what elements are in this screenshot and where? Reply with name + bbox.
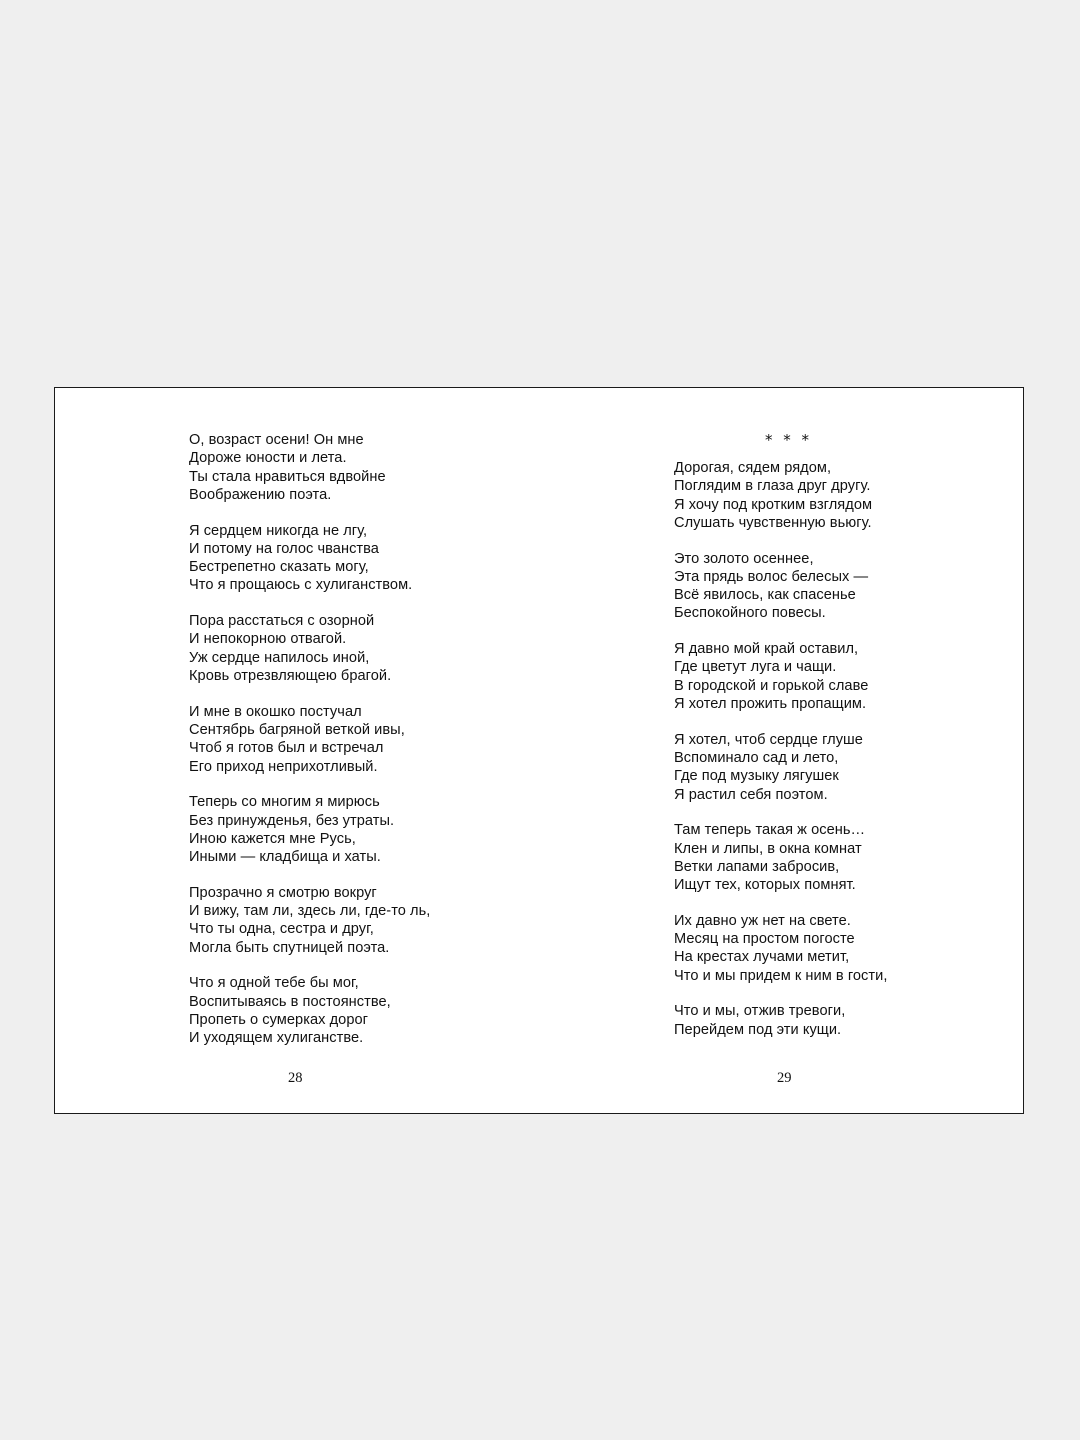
stanza	[674, 821, 887, 894]
verse-line: Их давно уж нет на свете.	[674, 912, 851, 929]
stanza	[674, 459, 887, 532]
verse-line: Дорогая, сядем рядом,	[674, 460, 832, 476]
verse-line: Ищут тех, которых помнят.	[674, 877, 856, 894]
book-spread	[54, 387, 1024, 1114]
verse-line: На крестах лучами метит,	[674, 949, 850, 966]
verse-line: Воспитываясь в постоянстве,	[189, 993, 391, 1010]
poem-left	[189, 431, 430, 1048]
verse-line: Вспоминало сад и лето,	[674, 750, 839, 767]
verse-line: Чтоб я готов был и встречал	[189, 740, 384, 757]
verse-line: Что и мы придем к ним в гости,	[674, 967, 888, 984]
stanza	[189, 884, 430, 957]
verse-line: Иною кажется мне Русь,	[189, 830, 356, 847]
stanza	[189, 793, 430, 866]
verse-line: Уж сердце напилось иной,	[189, 649, 370, 666]
verse-line: Теперь со многим я мирюсь	[189, 794, 380, 811]
verse-line: Что я прощаюсь с хулиганством.	[189, 577, 413, 594]
verse-line: И мне в окошко постучал	[189, 703, 362, 720]
page-number-right: 29	[777, 1070, 792, 1086]
verse-line: Его приход неприхотливый.	[189, 758, 378, 775]
right-page	[540, 388, 1025, 1113]
verse-line: Дороже юности и лета.	[189, 450, 347, 467]
section-separator: * * *	[765, 431, 813, 449]
verse-line: Что я одной тебе бы мог,	[189, 975, 359, 992]
verse-line: Пора расстаться с озорной	[189, 613, 375, 630]
verse-line: Я растил себя поэтом.	[674, 786, 828, 803]
verse-line: Могла быть спутницей поэта.	[189, 939, 390, 956]
verse-line: Поглядим в глаза друг другу.	[674, 478, 871, 495]
verse-line: Воображению поэта.	[189, 486, 332, 503]
verse-line: И уходящем хулиганстве.	[189, 1030, 364, 1047]
verse-line: Месяц на простом погосте	[674, 931, 855, 948]
verse-line: Сентябрь багряной веткой ивы,	[189, 722, 405, 739]
verse-line: И вижу, там ли, здесь ли, где-то ль,	[189, 903, 431, 920]
verse-line: Перейдем под эти кущи.	[674, 1021, 842, 1038]
verse-line: Ветки лапами забросив,	[674, 858, 840, 875]
verse-line: Я сердцем никогда не лгу,	[189, 522, 368, 539]
verse-line: Где под музыку лягушек	[674, 768, 839, 785]
verse-line: Слушать чувственную вьюгу.	[674, 514, 872, 531]
page-number-left: 28	[288, 1070, 303, 1086]
verse-line: Клен и липы, в окна комнат	[674, 840, 862, 857]
verse-line: Я давно мой край оставил,	[674, 641, 859, 658]
verse-line: В городской и горькой славе	[674, 677, 869, 694]
verse-line: Без принужденья, без утраты.	[189, 812, 395, 829]
verse-line: Я хотел, чтоб сердце глуше	[674, 731, 863, 748]
stanza	[674, 1002, 887, 1039]
stanza	[189, 612, 430, 685]
verse-line: Я хочу под кротким взглядом	[674, 496, 873, 513]
stanza	[189, 703, 430, 776]
verse-line: Иными — кладбища и хаты.	[189, 849, 381, 866]
stanza	[674, 550, 887, 623]
verse-line: Это золото осеннее,	[674, 550, 814, 567]
verse-line: Где цветут луга и чащи.	[674, 659, 837, 676]
verse-line: И непокорною отвагой.	[189, 631, 347, 648]
verse-line: Прозрачно я смотрю вокруг	[189, 884, 377, 901]
verse-line: Пропеть о сумерках дорог	[189, 1012, 369, 1029]
stanza	[189, 522, 430, 595]
verse-line: Беспокойного повесы.	[674, 605, 826, 622]
verse-line: И потому на голос чванства	[189, 540, 379, 557]
verse-line: Эта прядь волос белесых —	[674, 568, 869, 585]
left-page	[55, 388, 540, 1113]
verse-line: Кровь отрезвляющею брагой.	[189, 668, 392, 685]
verse-line: Там теперь такая ж осень…	[674, 822, 866, 839]
verse-line: Ты стала нравиться вдвойне	[189, 468, 386, 485]
stanza	[674, 912, 887, 985]
verse-line: О, возраст осени! Он мне	[189, 432, 364, 448]
verse-line: Что и мы, отжив тревоги,	[674, 1003, 846, 1020]
verse-line: Всё явилось, как спасенье	[674, 587, 856, 604]
verse-line: Я хотел прожить пропащим.	[674, 696, 867, 713]
poem-right	[674, 459, 887, 1039]
stanza	[674, 640, 887, 713]
verse-line: Бестрепетно сказать могу,	[189, 559, 369, 576]
stanza	[674, 731, 887, 804]
stanza	[189, 974, 430, 1047]
stanza	[189, 431, 430, 504]
verse-line: Что ты одна, сестра и друг,	[189, 921, 374, 938]
